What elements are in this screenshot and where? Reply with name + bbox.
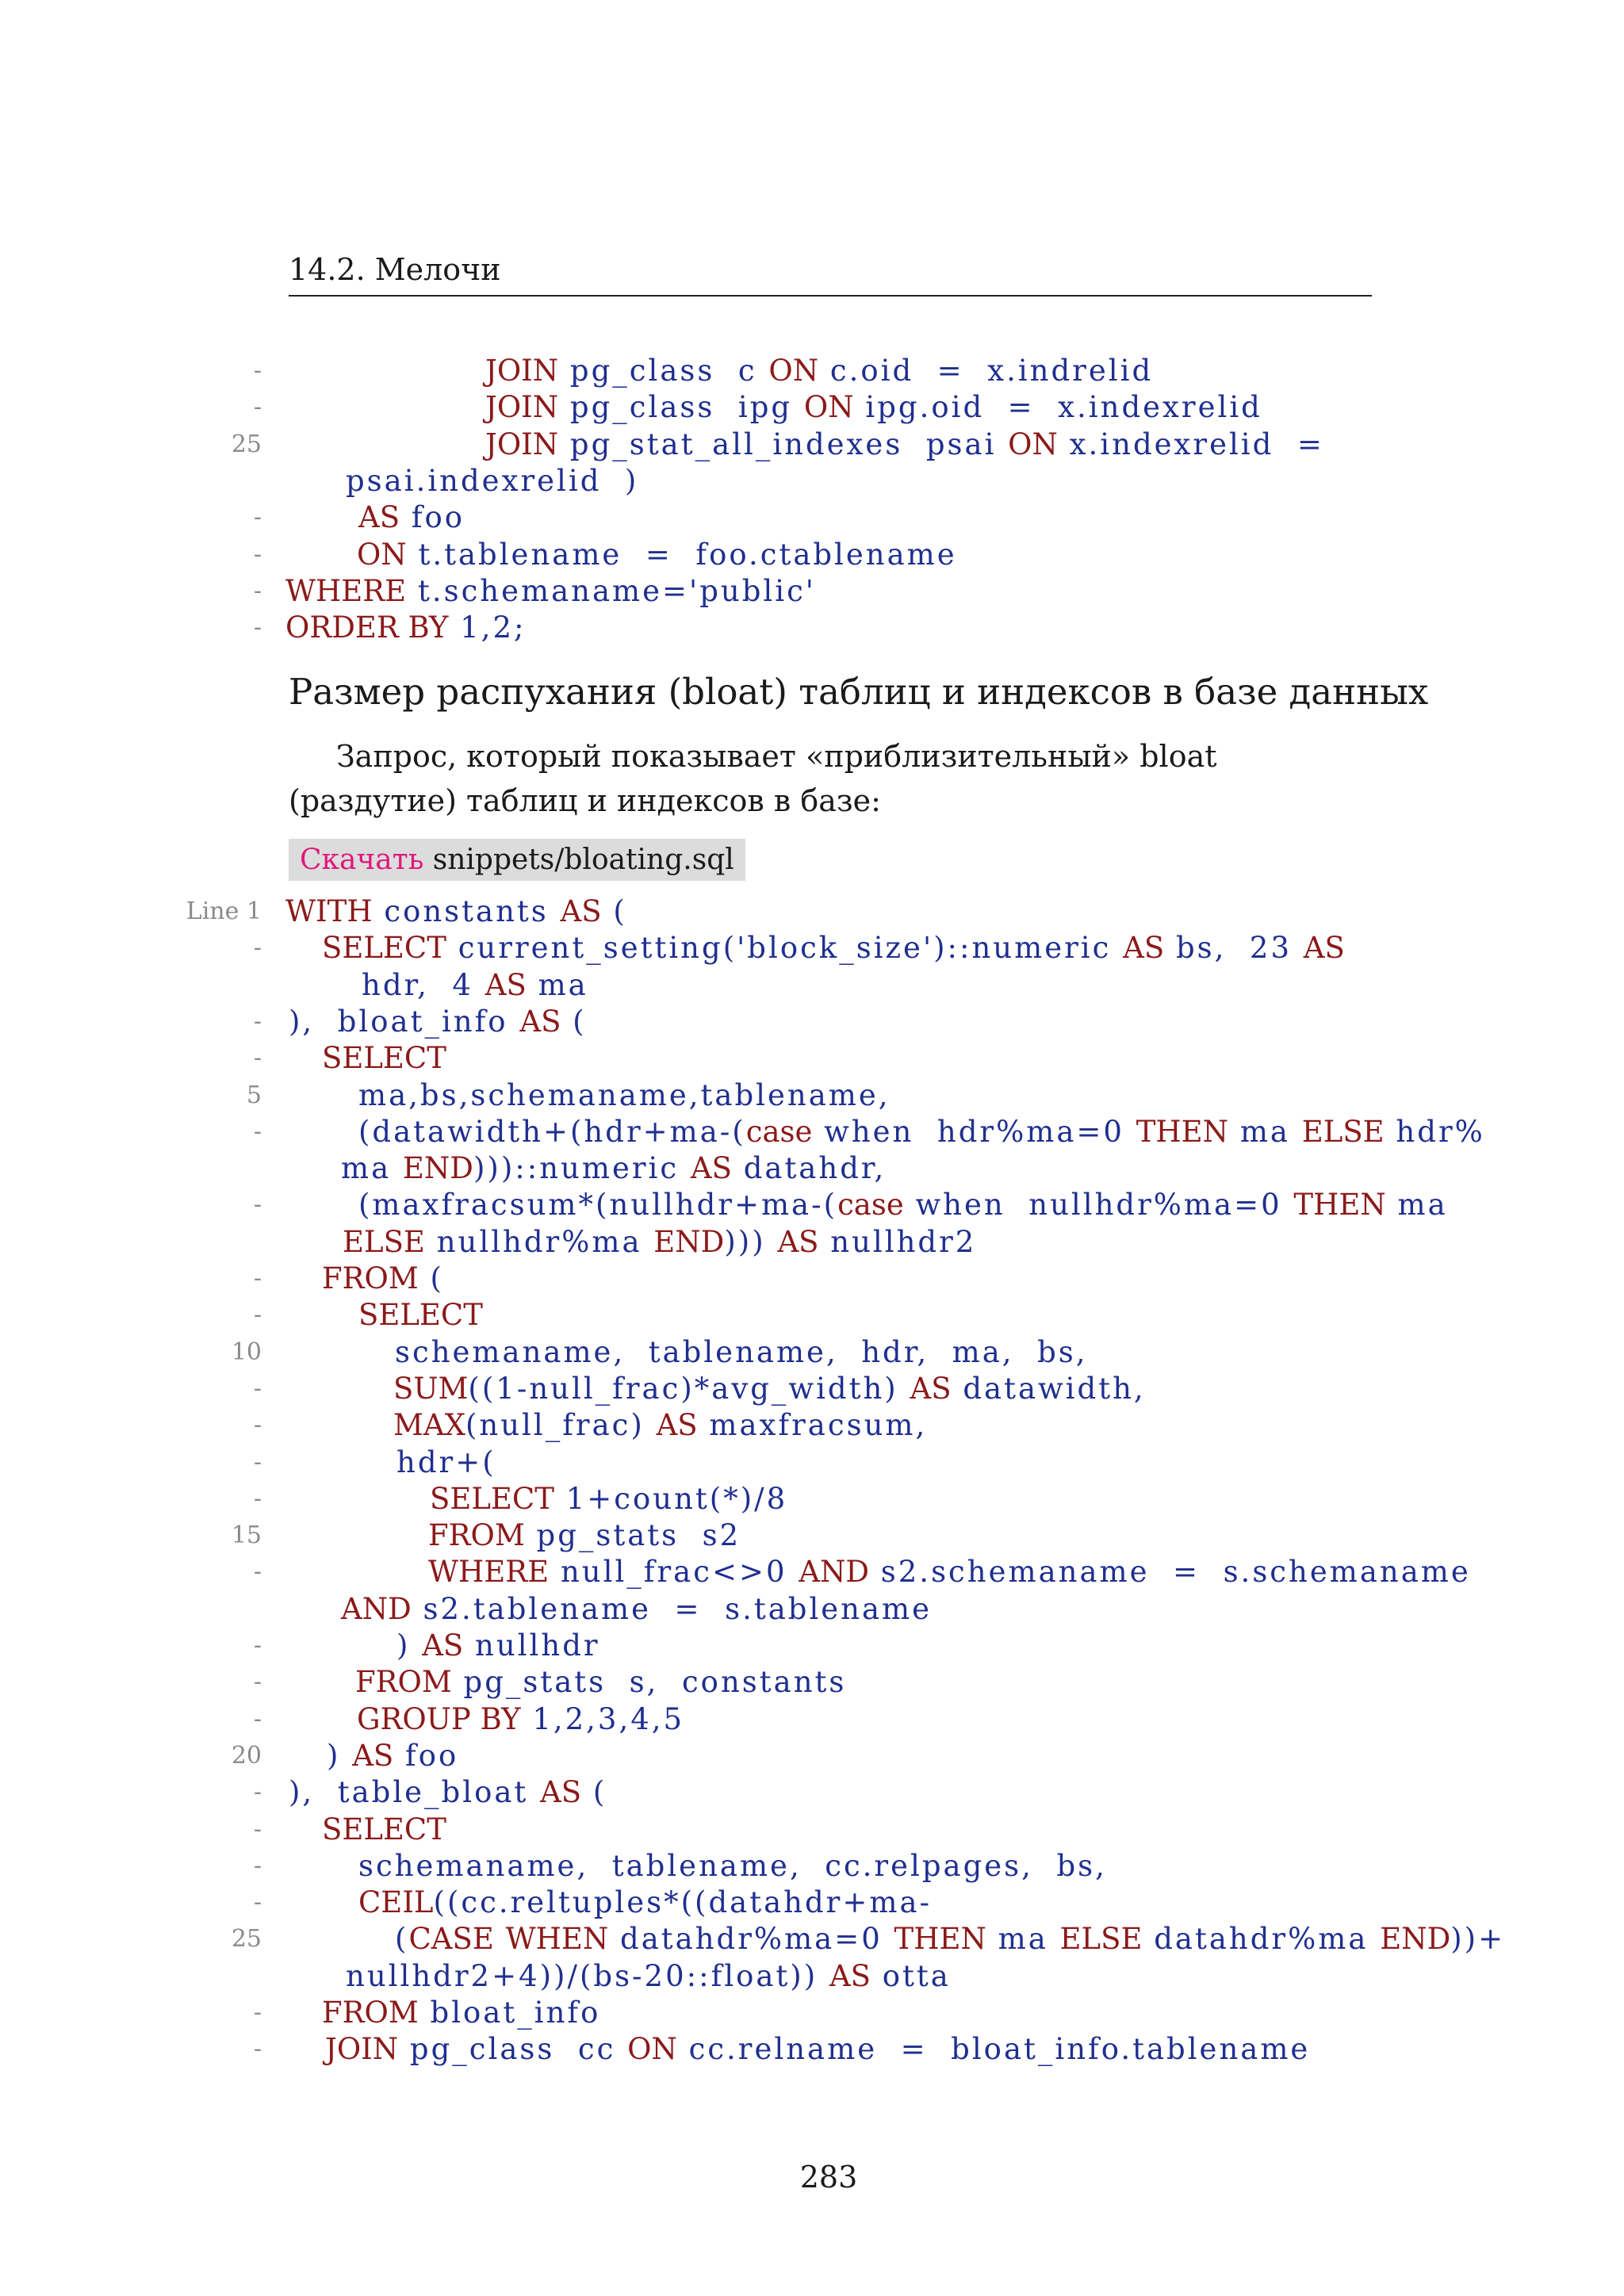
sql-token: ma xyxy=(1228,1114,1302,1149)
code-line xyxy=(341,1150,886,1187)
sql-keyword: ON xyxy=(627,2032,677,2067)
code-line xyxy=(346,463,638,499)
code-line xyxy=(357,1701,684,1738)
sql-token: ma xyxy=(341,1151,403,1186)
line-number: - xyxy=(253,576,262,605)
sql-token: nullhdr2+4))/(bs-20::float)) xyxy=(346,1958,829,1993)
sql-token: ( xyxy=(561,1004,587,1039)
sql-token: nullhdr2 xyxy=(818,1224,977,1259)
sql-keyword: ELSE xyxy=(343,1224,425,1259)
code-line xyxy=(485,389,1262,426)
line-number: - xyxy=(253,1558,262,1586)
line-number: Line 1 xyxy=(186,897,262,925)
sql-keyword: WITH xyxy=(285,894,373,928)
sql-token: 1,2; xyxy=(448,610,527,645)
sql-token: current_setting('block_size')::numeric xyxy=(446,931,1124,966)
sql-token: when nullhdr%ma=0 xyxy=(903,1188,1294,1223)
sql-keyword: SELECT xyxy=(358,1298,483,1333)
sql-keyword: ON xyxy=(768,354,819,388)
code-line xyxy=(322,1812,446,1848)
sql-keyword: CASE xyxy=(408,1922,494,1957)
line-number xyxy=(0,1224,262,1261)
sql-token: c.oid = x.indrelid xyxy=(818,354,1154,388)
code-line xyxy=(285,610,527,646)
sql-token: ( xyxy=(581,1775,607,1810)
line-number: - xyxy=(253,1117,262,1146)
sql-token: otta xyxy=(871,1958,951,1993)
line-number xyxy=(0,463,262,499)
sql-token: (datawidth+(hdr+ma-( xyxy=(358,1114,746,1149)
code-line xyxy=(428,1554,1471,1590)
sql-token: ( xyxy=(395,1922,409,1957)
sql-token: when hdr%ma=0 xyxy=(812,1114,1136,1149)
sql-keyword: JOIN xyxy=(485,427,559,461)
line-number: - xyxy=(253,1668,262,1697)
code-line xyxy=(395,1921,1505,1957)
sql-token: ( xyxy=(418,1261,444,1295)
line-number: - xyxy=(253,1044,262,1073)
line-number: - xyxy=(253,2035,262,2064)
sql-token: hdr+( xyxy=(396,1445,496,1479)
sql-keyword: SELECT xyxy=(322,931,446,966)
sql-keyword: WHERE xyxy=(428,1555,550,1590)
sql-token: bloat_info xyxy=(418,1996,601,2030)
line-number: - xyxy=(253,540,262,568)
sql-keyword: AS xyxy=(690,1151,732,1186)
sql-token: psai.indexrelid ) xyxy=(346,463,639,498)
code-line xyxy=(327,1738,458,1774)
sql-keyword: THEN xyxy=(1293,1188,1386,1223)
sql-keyword: ELSE xyxy=(1059,1922,1143,1957)
sql-keyword: ON xyxy=(357,537,407,572)
code-line xyxy=(322,930,1345,966)
sql-token: datawidth, xyxy=(951,1371,1146,1406)
code-line xyxy=(396,1628,600,1664)
sql-keyword: SUM xyxy=(393,1371,469,1406)
code-line xyxy=(396,1445,496,1481)
sql-keyword: ON xyxy=(803,390,854,425)
line-number: - xyxy=(253,503,262,532)
paragraph: Запрос, который показывает «приблизительный» bloat (раздутие) таблиц и индексов в базе: xyxy=(289,739,1217,818)
sql-token: ((cc.reltuples*((datahdr+ma- xyxy=(433,1885,933,1920)
sql-token: nullhdr xyxy=(463,1628,600,1663)
sql-token: ma xyxy=(1385,1188,1448,1223)
sql-keyword: JOIN xyxy=(485,390,559,425)
line-number: - xyxy=(253,1778,262,1807)
sql-token: datahdr%ma xyxy=(1142,1922,1381,1957)
sql-token: ), bloat_info xyxy=(289,1004,520,1039)
line-number: - xyxy=(253,1265,262,1292)
line-number: - xyxy=(253,1007,262,1035)
section-title: Размер распухания (bloat) таблиц и индексов в базе данных xyxy=(289,671,1429,713)
sql-token: nullhdr%ma xyxy=(424,1224,654,1259)
sql-token: ( xyxy=(601,894,627,928)
code-line xyxy=(341,1591,932,1628)
sql-keyword: THEN xyxy=(1136,1114,1229,1149)
sql-token: s2.tablename = s.tablename xyxy=(411,1591,933,1626)
sql-keyword: AND xyxy=(341,1591,412,1626)
sql-keyword: AS xyxy=(540,1775,582,1810)
sql-keyword: AS xyxy=(1303,931,1345,966)
sql-token: ), table_bloat xyxy=(289,1775,541,1810)
sql-token: ) xyxy=(327,1738,353,1773)
code-line xyxy=(358,1114,1485,1150)
sql-keyword: SELECT xyxy=(322,1041,446,1076)
running-header: 14.2. Мелочи xyxy=(289,252,501,287)
sql-token: t.schemaname='public' xyxy=(406,573,816,608)
code-line xyxy=(289,1004,587,1040)
sql-token: ipg.oid = x.indexrelid xyxy=(853,390,1262,425)
sql-token: pg_class c xyxy=(558,354,769,388)
sql-keyword: SELECT xyxy=(322,1812,446,1846)
download-link[interactable]: Скачать xyxy=(300,844,424,876)
line-number: - xyxy=(253,1888,262,1917)
sql-token: hdr% xyxy=(1384,1114,1485,1149)
code-line xyxy=(358,499,465,536)
sql-token: pg_stats s, constants xyxy=(451,1665,847,1700)
sql-keyword: AS xyxy=(485,967,527,1002)
code-line xyxy=(358,1077,891,1114)
sql-keyword: SELECT xyxy=(430,1481,554,1516)
code-line xyxy=(393,1371,1146,1407)
sql-token: pg_class ipg xyxy=(558,390,804,425)
line-number: - xyxy=(253,1448,262,1476)
sql-token: s2.schemaname = s.schemaname xyxy=(869,1555,1471,1590)
line-number xyxy=(0,1150,262,1187)
sql-keyword: END xyxy=(1380,1922,1451,1957)
download-filename: snippets/bloating.sql xyxy=(423,844,734,876)
code-line xyxy=(362,967,588,1004)
sql-keyword: AS xyxy=(910,1371,952,1406)
sql-token: ) xyxy=(396,1628,423,1663)
sql-token: constants xyxy=(372,894,561,928)
line-number xyxy=(0,967,262,1004)
code-line xyxy=(322,1040,446,1077)
code-line xyxy=(322,1261,444,1297)
sql-keyword: JOIN xyxy=(325,2032,399,2067)
sql-keyword: AND xyxy=(799,1555,870,1590)
line-number: - xyxy=(253,357,262,385)
sql-keyword: CEIL xyxy=(358,1885,434,1920)
line-number: - xyxy=(253,1374,262,1402)
sql-token: cc.relname = bloat_info.tablename xyxy=(676,2032,1311,2067)
sql-token: foo xyxy=(400,500,465,535)
sql-token xyxy=(494,1922,506,1956)
line-number: - xyxy=(253,1191,262,1219)
code-line xyxy=(485,353,1153,389)
sql-token: schemaname, tablename, hdr, ma, bs, xyxy=(395,1334,1088,1369)
code-line xyxy=(358,1885,932,1921)
code-line xyxy=(485,427,1324,463)
sql-keyword: MAX xyxy=(393,1408,465,1443)
code-line xyxy=(393,1407,927,1444)
line-number: - xyxy=(253,1705,262,1733)
sql-keyword: ELSE xyxy=(1301,1114,1385,1149)
line-number: 25 xyxy=(231,430,262,458)
line-number: - xyxy=(253,1632,262,1659)
sql-token: ma xyxy=(986,1922,1060,1957)
code-line xyxy=(357,537,957,573)
sql-keyword: AS xyxy=(352,1738,394,1773)
sql-keyword: case xyxy=(837,1188,904,1223)
line-number: - xyxy=(253,1851,262,1880)
sql-keyword: FROM xyxy=(322,1996,419,2030)
line-number: - xyxy=(253,1301,262,1330)
sql-keyword: ON xyxy=(1008,427,1058,461)
code-line xyxy=(358,1848,1107,1885)
sql-keyword: FROM xyxy=(322,1261,419,1295)
sql-keyword: END xyxy=(653,1224,725,1259)
line-number: 15 xyxy=(231,1521,262,1550)
line-number: - xyxy=(253,393,262,422)
sql-keyword: FROM xyxy=(428,1518,525,1553)
line-number: - xyxy=(253,1411,262,1440)
sql-token: foo xyxy=(393,1738,459,1773)
sql-keyword: AS xyxy=(519,1004,561,1039)
sql-token: 1+count(*)/8 xyxy=(553,1481,788,1516)
header-rule xyxy=(289,295,1372,297)
sql-keyword: FROM xyxy=(355,1665,452,1700)
sql-token: 1,2,3,4,5 xyxy=(520,1701,685,1736)
sql-token: bs, 23 xyxy=(1164,931,1304,966)
sql-token: (null_frac) xyxy=(465,1408,657,1443)
line-number xyxy=(0,1958,262,1995)
sql-token: ma,bs,schemaname,tablename, xyxy=(358,1077,891,1112)
line-number: 10 xyxy=(231,1337,262,1366)
sql-token: x.indexrelid = xyxy=(1057,427,1324,461)
sql-keyword: AS xyxy=(777,1224,819,1259)
code-line xyxy=(430,1481,787,1517)
code-line xyxy=(343,1224,976,1261)
sql-token: ((1-null_frac)*avg_width) xyxy=(468,1371,910,1406)
line-number: 20 xyxy=(231,1741,262,1770)
sql-keyword: THEN xyxy=(894,1922,986,1957)
page-number: 283 xyxy=(799,2160,858,2195)
sql-keyword: AS xyxy=(358,500,400,535)
sql-keyword: END xyxy=(402,1151,473,1186)
sql-keyword: ORDER BY xyxy=(285,610,449,645)
sql-token: pg_class cc xyxy=(398,2032,628,2067)
sql-token: hdr, 4 xyxy=(362,967,485,1002)
code-line xyxy=(395,1334,1088,1371)
code-line xyxy=(322,1995,600,2031)
sql-token: ))) xyxy=(724,1224,778,1259)
sql-keyword: AS xyxy=(422,1628,464,1663)
line-number xyxy=(0,1591,262,1628)
code-line xyxy=(358,1187,1448,1223)
sql-keyword: WHERE xyxy=(285,573,407,608)
line-number: - xyxy=(253,614,262,642)
line-number: - xyxy=(253,1815,262,1843)
code-line xyxy=(428,1517,741,1554)
sql-token: datahdr, xyxy=(731,1151,887,1186)
sql-keyword: AS xyxy=(656,1408,698,1443)
sql-token: pg_stat_all_indexes psai xyxy=(558,427,1009,461)
sql-token: ))+ xyxy=(1450,1922,1506,1957)
line-number: - xyxy=(253,934,262,962)
sql-keyword: case xyxy=(745,1114,813,1149)
download-bar[interactable] xyxy=(289,839,745,881)
code-line xyxy=(325,2031,1310,2068)
code-line xyxy=(346,1958,951,1995)
code-line xyxy=(285,894,627,930)
sql-token: (maxfracsum*(nullhdr+ma-( xyxy=(358,1188,838,1223)
sql-token: ma xyxy=(526,967,588,1002)
sql-token: t.tablename = foo.ctablename xyxy=(406,537,957,572)
sql-keyword: WHEN xyxy=(505,1922,609,1957)
line-number: 25 xyxy=(231,1925,262,1954)
sql-token: null_frac<>0 xyxy=(549,1555,799,1590)
line-number: 5 xyxy=(246,1081,262,1109)
code-line xyxy=(289,1774,607,1811)
line-number: - xyxy=(253,1484,262,1513)
sql-keyword: JOIN xyxy=(485,354,559,388)
code-line xyxy=(285,573,816,610)
sql-token: datahdr%ma=0 xyxy=(608,1922,894,1957)
sql-keyword: AS xyxy=(829,1958,871,1993)
sql-keyword: GROUP BY xyxy=(357,1701,521,1736)
sql-token: pg_stats s2 xyxy=(524,1518,741,1553)
line-number: - xyxy=(253,1999,262,2026)
sql-keyword: AS xyxy=(560,894,602,928)
sql-token: schemaname, tablename, cc.relpages, bs, xyxy=(358,1848,1107,1883)
code-line xyxy=(358,1297,483,1334)
code-line xyxy=(355,1664,846,1701)
sql-token: maxfracsum, xyxy=(697,1408,928,1443)
sql-keyword: AS xyxy=(1123,931,1165,966)
sql-token: )))::numeric xyxy=(473,1151,691,1186)
